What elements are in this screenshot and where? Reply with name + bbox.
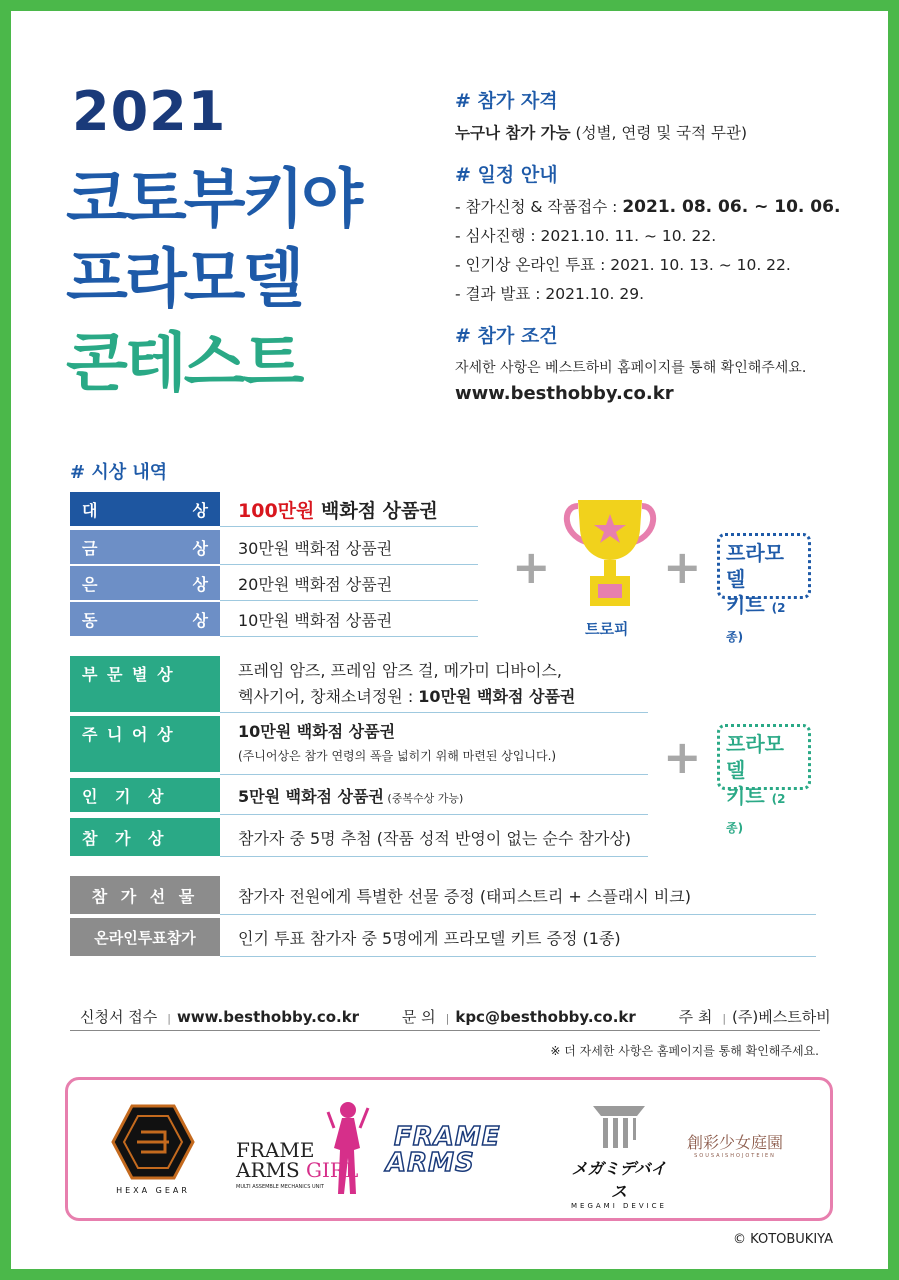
- contest-year: 2021: [72, 80, 227, 143]
- title-kotobukiya: 코토부키야: [66, 163, 361, 237]
- award-row-bronze: 동 상 10만원 백화점 상품권: [70, 602, 392, 636]
- award-row-gold: 금 상 30만원 백화점 상품권: [70, 530, 392, 564]
- schedule-item: - 참가신청 & 작품접수 : 2021. 08. 06. ~ 10. 06.: [455, 197, 841, 217]
- title-plamodel: 프라모델: [66, 243, 302, 317]
- plamodel-kit-badge: 프라모델 키트 (2종): [717, 533, 811, 599]
- award-row-vote: 온라인투표참가 인기 투표 참가자 중 5명에게 프라모델 키트 증정 (1종): [70, 918, 621, 956]
- footer-website-link[interactable]: www.besthobby.co.kr: [176, 1008, 360, 1026]
- award-row-popular: 인 기 상 5만원 백화점 상품권 (중복수상 가능): [70, 778, 463, 812]
- plus-icon: +: [512, 540, 551, 594]
- award-row-silver: 은 상 20만원 백화점 상품권: [70, 566, 392, 600]
- schedule-item: - 심사진행 : 2021.10. 11. ~ 10. 22.: [455, 227, 717, 245]
- award-row-participation: 참 가 상 참가자 중 5명 추첨 (작품 성적 반영이 없는 순수 참가상): [70, 818, 631, 856]
- qualification-heading: # 참가 자격: [455, 90, 558, 112]
- footer-email-link[interactable]: kpc@besthobby.co.kr: [455, 1008, 636, 1026]
- footer-contact: 신청서 접수 | www.besthobby.co.kr 문 의 | kpc@besthobby.co.kr 주 최 | (주)베스트하비: [80, 1008, 831, 1026]
- schedule-item: - 인기상 온라인 투표 : 2021. 10. 13. ~ 10. 22.: [455, 256, 791, 274]
- megami-device-logo: メガミデバイス MEGAMI DEVICE: [564, 1102, 674, 1210]
- award-row-gift: 참 가 선 물 참가자 전원에게 특별한 선물 증정 (태피스트리 + 스플래시 비크): [70, 876, 691, 914]
- plus-icon: +: [663, 540, 702, 594]
- hexa-gear-logo: HEXA GEAR: [108, 1102, 198, 1195]
- sousai-shojo-teien-logo: 創彩少女庭園 SOUSAISHOJOTEIEN: [686, 1133, 783, 1159]
- title-contest: 콘테스트: [66, 327, 302, 401]
- conditions-text: 자세한 사항은 베스트하비 홈페이지를 통해 확인해주세요.: [455, 360, 807, 376]
- brand-logos-panel: [65, 1077, 833, 1221]
- grand-prize-amount: 100만원: [238, 499, 315, 522]
- award-row-junior: 주 니 어 상 10만원 백화점 상품권 (주니어상은 참가 연령의 폭을 넓히기 위해 마련된 상입니다.): [70, 716, 556, 772]
- frame-arms-girl-logo: FRAME ARMS GIRL MULTI ASSEMBLE MECHANICS UNIT: [236, 1098, 376, 1198]
- award-row-category: 부 문 별 상 프레임 암즈, 프레임 암즈 걸, 메가미 디바이스, 헥사기어, 창채소녀정원 : 10만원 백화점 상품권: [70, 656, 575, 712]
- info-section: [455, 86, 875, 404]
- footer-note: ※ 더 자세한 사항은 홈페이지를 통해 확인해주세요.: [550, 1044, 819, 1058]
- plus-icon: +: [663, 730, 702, 784]
- schedule-item: - 결과 발표 : 2021.10. 29.: [455, 285, 645, 303]
- plamodel-kit-badge: 프라모델 키트 (2종): [717, 724, 811, 790]
- trophy-label: 트로피: [585, 620, 629, 638]
- qualification-text: 누구나 참가 가능 (성별, 연령 및 국적 무관): [455, 124, 748, 142]
- trophy-icon: [560, 494, 660, 614]
- frame-arms-logo: FRAME ARMS: [386, 1122, 501, 1178]
- awards-heading: # 시상 내역: [70, 462, 168, 483]
- award-row-grand: 대 상 100만원 백화점 상품권: [70, 492, 438, 526]
- copyright: © KOTOBUKIYA: [733, 1232, 833, 1247]
- conditions-heading: # 참가 조건: [455, 325, 558, 347]
- conditions-website[interactable]: www.besthobby.co.kr: [455, 383, 674, 404]
- schedule-heading: # 일정 안내: [455, 164, 558, 186]
